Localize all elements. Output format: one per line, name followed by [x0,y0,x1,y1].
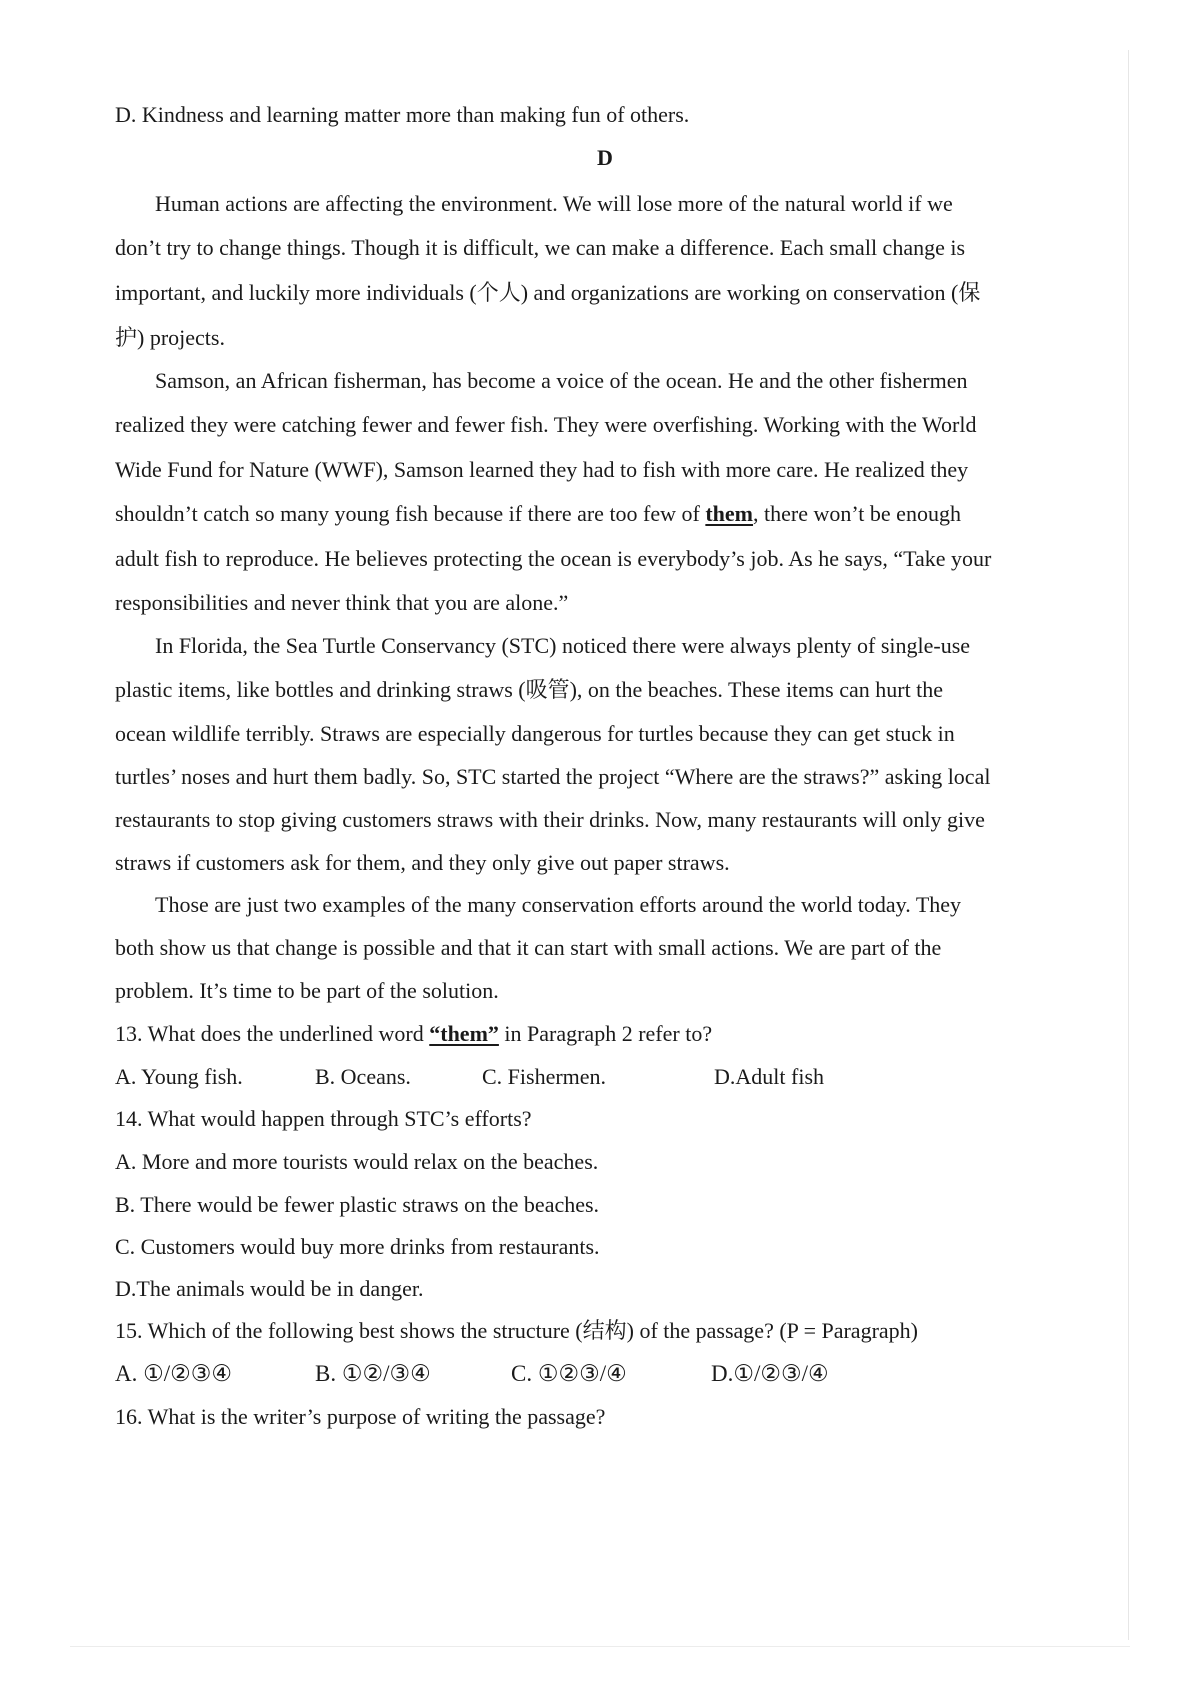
question-15-stem: 15. Which of the following best shows the structure (结构) of the passage? (P = Paragraph) [115,1318,918,1343]
question-14-stem: 14. What would happen through STC’s efforts? [115,1106,532,1131]
text: shouldn’t catch so many young fish because if there are too few of [115,501,706,526]
paragraph-4-line: Those are just two examples of the many conservation efforts around the world today. They [155,892,962,917]
option-d[interactable]: D.①/②③/④ [711,1361,829,1386]
text: in Paragraph 2 refer to? [498,1021,713,1046]
paragraph-3-line: turtles’ noses and hurt them badly. So, STC started the project “Where are the straws?” asking local [115,764,991,789]
option-c[interactable]: C. Fishermen. [482,1064,607,1089]
question-14-option-b[interactable]: B. There would be fewer plastic straws on the beaches. [115,1192,600,1217]
quoted-keyword: “them” [429,1021,499,1046]
question-15-options [115,1359,1095,1389]
paragraph-2-line-with-keyword [115,499,1095,529]
scan-edge-bottom [70,1646,1130,1647]
paragraph-2-line: responsibilities and never think that you are alone.” [115,590,569,615]
paragraph-1-line: Human actions are affecting the environment. We will lose more of the natural world if we [155,191,953,216]
question-16-stem: 16. What is the writer’s purpose of writing the passage? [115,1404,606,1429]
paragraph-2-line: adult fish to reproduce. He believes protecting the ocean is everybody’s job. As he says, “Take your [115,546,992,571]
scan-edge-right [1128,50,1129,1640]
paragraph-3-line: straws if customers ask for them, and they only give out paper straws. [115,850,730,875]
option-d[interactable]: D.Adult fish [714,1064,824,1089]
paragraph-4-line: both show us that change is possible and that it can start with small actions. We are part of the [115,935,942,960]
question-13-options [115,1062,1095,1092]
paragraph-1-line: don’t try to change things. Though it is difficult, we can make a difference. Each small change is [115,235,966,260]
paragraph-2-line: Wide Fund for Nature (WWF), Samson learned they had to fish with more care. He realized they [115,457,969,482]
text: 13. What does the underlined word [115,1021,430,1046]
paragraph-1-line: 护) projects. [115,325,225,350]
question-14-option-d[interactable]: D.The animals would be in danger. [115,1276,424,1301]
paragraph-3-line: ocean wildlife terribly. Straws are especially dangerous for turtles because they can get stuck in [115,721,955,746]
question-13-stem [115,1019,1095,1049]
text: , there won’t be enough [753,501,961,526]
paragraph-2-line: Samson, an African fisherman, has become a voice of the ocean. He and the other fishermen [155,368,968,393]
paragraph-2-line: realized they were catching fewer and fewer fish. They were overfishing. Working with the World [115,412,977,437]
option-c[interactable]: C. ①②③/④ [511,1361,627,1386]
previous-question-option-d: D. Kindness and learning matter more than making fun of others. [115,102,690,127]
paragraph-4-line: problem. It’s time to be part of the solution. [115,978,499,1003]
option-b[interactable]: B. ①②/③④ [315,1361,431,1386]
underlined-word: them [705,501,754,526]
option-b[interactable]: B. Oceans. [315,1064,411,1089]
option-a[interactable]: A. Young fish. [115,1064,243,1089]
paragraph-3-line: plastic items, like bottles and drinking straws (吸管), on the beaches. These items can hurt the [115,677,944,702]
paragraph-1-line: important, and luckily more individuals (个人) and organizations are working on conservation (保 [115,280,981,305]
paragraph-3-line: In Florida, the Sea Turtle Conservancy (STC) noticed there were always plenty of single-use [155,633,971,658]
question-14-option-a[interactable]: A. More and more tourists would relax on the beaches. [115,1149,599,1174]
option-a[interactable]: A. ①/②③④ [115,1361,232,1386]
question-14-option-c[interactable]: C. Customers would buy more drinks from restaurants. [115,1234,600,1259]
section-heading: D [597,145,613,170]
paragraph-3-line: restaurants to stop giving customers straws with their drinks. Now, many restaurants will only give [115,807,985,832]
